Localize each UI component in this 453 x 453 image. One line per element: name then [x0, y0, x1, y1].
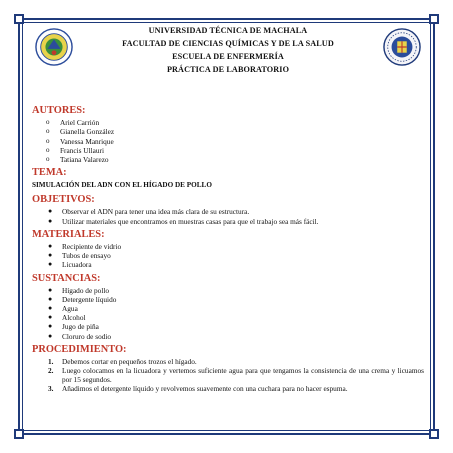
list-item: 3. Añadimos el detergente líquido y revolvemos suavemente con una cuchara para no hacer espuma. — [48, 384, 348, 394]
school-name: ESCUELA DE ENFERMERÍA — [172, 52, 284, 61]
list-item: ● Observar el ADN para tener una idea más clara de su estructura. — [48, 207, 250, 217]
list-item: ● Tubos de ensayo — [48, 251, 111, 261]
border-corner — [14, 14, 24, 24]
step-number: 2. — [48, 365, 54, 375]
sustancias-heading: SUSTANCIAS: — [32, 272, 101, 284]
autores-heading: AUTORES: — [32, 105, 86, 116]
procedimiento-heading: PROCEDIMIENTO: — [32, 343, 127, 355]
border-corner — [429, 429, 439, 439]
objetivos-heading: OBJETIVOS: — [32, 194, 95, 206]
list-item: ● Alcohol — [48, 313, 86, 323]
list-item: ● Agua — [48, 303, 78, 313]
materiales-list — [32, 242, 424, 270]
materiales-heading: MATERIALES: — [32, 228, 105, 240]
document-body — [32, 24, 424, 394]
bullet-icon: ● — [48, 303, 53, 312]
document-type: PRÁCTICA DE LABORATORIO — [166, 65, 290, 74]
faculty-seal-icon — [383, 28, 421, 66]
bullet-icon: ● — [48, 285, 53, 294]
document-header — [32, 24, 424, 102]
bullet-icon: ● — [48, 260, 53, 269]
procedimiento-list — [32, 357, 424, 394]
bullet-icon: ● — [48, 207, 53, 216]
objetivos-list — [32, 207, 424, 225]
list-item: ● Jugo de piña — [48, 322, 99, 332]
list-item: ● Licuadora — [48, 260, 92, 270]
list-item: ● Cloruro de sodio — [48, 331, 112, 341]
list-marker: o — [46, 127, 50, 136]
list-item: 2. Luego colocamos en la licuadora y vertemos suficiente agua para que tengamos la consistencia de una crema y licuamos por 15 segundos. — [48, 365, 424, 385]
list-item: ● Detergente líquido — [48, 294, 117, 304]
bullet-icon: ● — [48, 251, 53, 260]
sustancias-list — [32, 286, 424, 341]
step-number: 3. — [48, 384, 54, 394]
step-number: 1. — [48, 356, 54, 366]
list-marker: o — [46, 136, 50, 145]
list-item: ● Utilizar materiales que encontramos en muestras casas para que el trabajo sea más fácil. — [48, 216, 319, 226]
list-marker: o — [46, 118, 50, 126]
list-item: ● Recipiente de vidrio — [48, 241, 122, 251]
faculty-name: FACULTAD DE CIENCIAS QUÍMICAS Y DE LA SALUD — [122, 39, 334, 48]
list-item: ● Hígado de pollo — [48, 285, 110, 295]
list-item: o Tatiana Valarezo — [46, 155, 109, 165]
bullet-icon: ● — [48, 294, 53, 303]
bullet-icon: ● — [48, 322, 53, 331]
list-marker: o — [46, 145, 50, 154]
bullet-icon: ● — [48, 216, 53, 225]
university-name: UNIVERSIDAD TÉCNICA DE MACHALA — [148, 26, 308, 35]
list-item: 1. Debemos cortar en pequeños trozos el hígado. — [48, 356, 197, 366]
list-item: o Vanessa Manrique — [46, 136, 114, 146]
border-corner — [429, 14, 439, 24]
bullet-icon: ● — [48, 241, 53, 250]
bullet-icon: ● — [48, 331, 53, 340]
list-marker: o — [46, 155, 50, 164]
university-seal-icon — [35, 28, 73, 66]
list-item: o Ariel Carrión — [46, 118, 100, 127]
list-item: o Francis Ullauri — [46, 145, 104, 155]
tema-heading: TEMA: — [32, 167, 67, 179]
border-corner — [14, 429, 24, 439]
tema-text: SIMULACIÓN DEL ADN CON EL HÍGADO DE POLLO — [32, 181, 212, 190]
bullet-icon: ● — [48, 313, 53, 322]
list-item: o Gianella González — [46, 127, 115, 137]
autores-list — [32, 118, 424, 164]
